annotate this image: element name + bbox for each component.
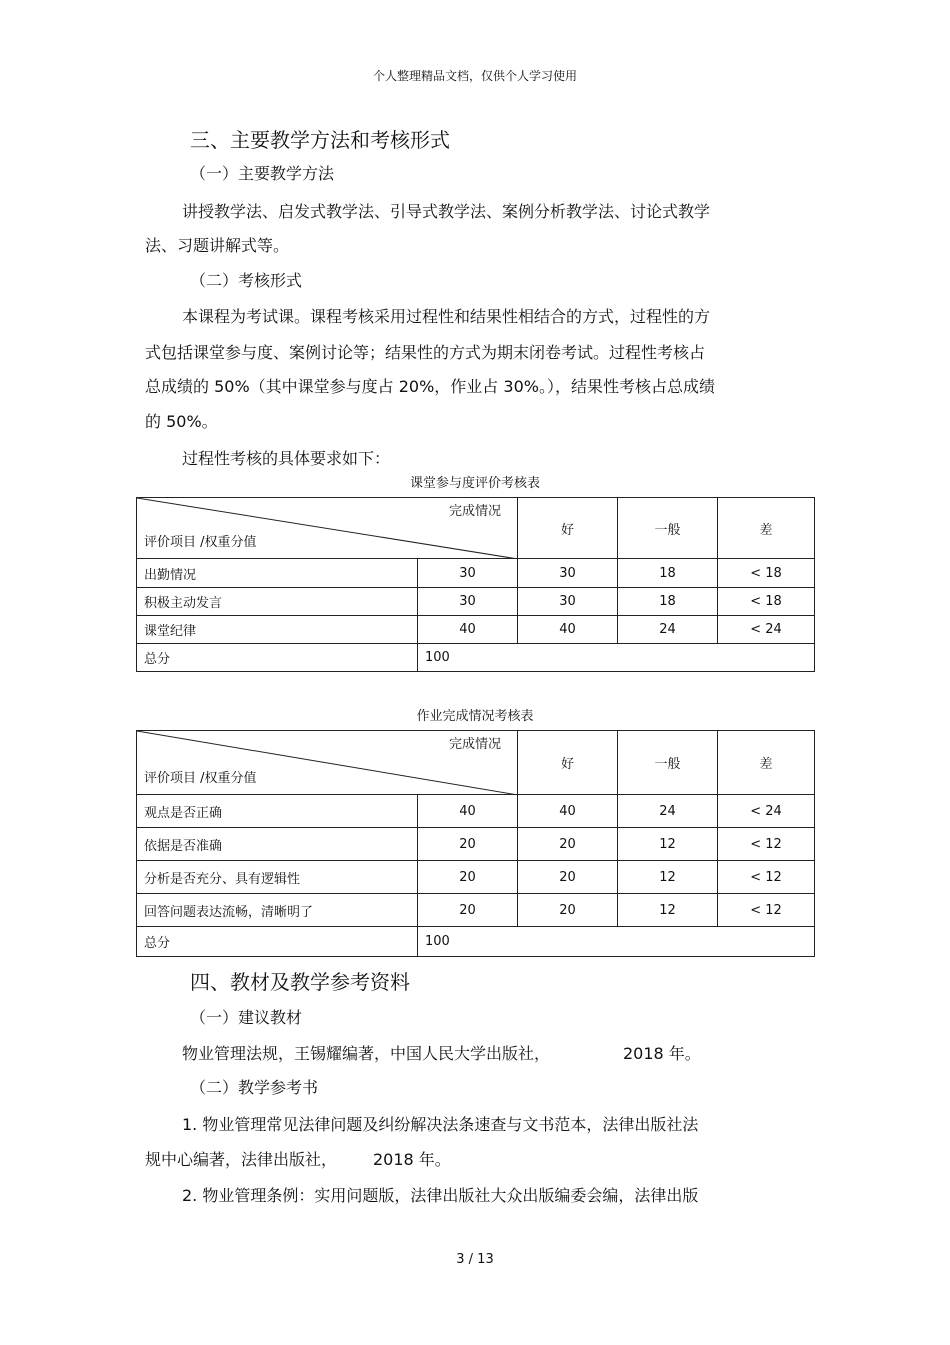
row-average: 12 bbox=[618, 894, 718, 927]
assess-line1: 本课程为考试课。课程考核采用过程性和结果性相结合的方式，过程性的方 bbox=[182, 307, 711, 326]
table-row bbox=[137, 861, 815, 894]
total-value: 100 bbox=[418, 644, 815, 672]
total-row bbox=[137, 644, 815, 672]
total-value: 100 bbox=[418, 927, 815, 957]
total-label: 总分 bbox=[137, 927, 418, 957]
total-row bbox=[137, 927, 815, 957]
row-poor: < 24 bbox=[718, 795, 815, 828]
assess-line2: 式包括课堂参与度、案例讨论等；结果性的方式为期末闭卷考试。过程性考核占 bbox=[145, 343, 706, 362]
row-average: 12 bbox=[618, 828, 718, 861]
table-row bbox=[137, 894, 815, 927]
row-good: 30 bbox=[518, 588, 618, 616]
table-row bbox=[137, 828, 815, 861]
header-good: 好 bbox=[518, 731, 618, 795]
section3-sub2: （二）考核形式 bbox=[190, 271, 303, 290]
row-poor: < 12 bbox=[718, 894, 815, 927]
row-weight: 40 bbox=[418, 616, 518, 644]
row-average: 12 bbox=[618, 861, 718, 894]
header-average: 一般 bbox=[618, 498, 718, 559]
table-row bbox=[137, 588, 815, 616]
assess-line4: 的 50%。 bbox=[145, 412, 218, 431]
row-good: 20 bbox=[518, 894, 618, 927]
table-row bbox=[137, 616, 815, 644]
row-weight: 20 bbox=[418, 894, 518, 927]
textbook: 物业管理法规，王锡耀编著，中国人民大学出版社， bbox=[182, 1044, 551, 1063]
section3-title: 三、主要教学方法和考核形式 bbox=[190, 128, 450, 152]
row-average: 18 bbox=[618, 588, 718, 616]
diag-top-label: 完成情况 bbox=[448, 737, 501, 752]
page-header: 个人整理精品文档，仅供个人学习使用 bbox=[372, 69, 577, 83]
row-weight: 30 bbox=[418, 559, 518, 588]
table-row bbox=[137, 559, 815, 588]
methods-line2: 法、习题讲解式等。 bbox=[145, 236, 290, 255]
page-number: 3 / 13 bbox=[456, 1252, 494, 1267]
methods-line1: 讲授教学法、启发式教学法、引导式教学法、案例分析教学法、讨论式教学 bbox=[182, 202, 711, 221]
row-item: 观点是否正确 bbox=[137, 795, 418, 828]
row-item: 依据是否准确 bbox=[137, 828, 418, 861]
row-poor: < 12 bbox=[718, 861, 815, 894]
row-good: 40 bbox=[518, 795, 618, 828]
section4-sub2: （二）教学参考书 bbox=[190, 1078, 319, 1097]
header-average: 一般 bbox=[618, 731, 718, 795]
row-average: 24 bbox=[618, 795, 718, 828]
requirements-intro: 过程性考核的具体要求如下： bbox=[182, 449, 391, 468]
textbook-year: 2018 年。 bbox=[623, 1044, 701, 1063]
row-weight: 40 bbox=[418, 795, 518, 828]
ref1-year: 2018 年。 bbox=[373, 1150, 451, 1169]
row-weight: 20 bbox=[418, 828, 518, 861]
row-poor: < 18 bbox=[718, 559, 815, 588]
header-poor: 差 bbox=[718, 498, 815, 559]
diagonal-header-cell bbox=[137, 731, 518, 795]
diag-top-label: 完成情况 bbox=[448, 504, 501, 519]
row-good: 20 bbox=[518, 828, 618, 861]
row-item: 回答问题表达流畅，清晰明了 bbox=[137, 894, 418, 927]
assess-line3: 总成绩的 50%（其中课堂参与度占 20%，作业占 30%。），结果性考核占总成绩 bbox=[145, 377, 715, 396]
row-item: 积极主动发言 bbox=[137, 588, 418, 616]
row-good: 20 bbox=[518, 861, 618, 894]
header-poor: 差 bbox=[718, 731, 815, 795]
row-poor: < 24 bbox=[718, 616, 815, 644]
total-label: 总分 bbox=[137, 644, 418, 672]
header-good: 好 bbox=[518, 498, 618, 559]
diag-bottom-label: 评价项目 /权重分值 bbox=[144, 535, 257, 550]
row-item: 出勤情况 bbox=[137, 559, 418, 588]
ref2-line1: 2. 物业管理条例：实用问题版，法律出版社大众出版编委会编，法律出版 bbox=[182, 1186, 699, 1205]
row-average: 24 bbox=[618, 616, 718, 644]
participation-table bbox=[136, 497, 815, 672]
ref1-line1: 1. 物业管理常见法律问题及纠纷解决法条速查与文书范本，法律出版社法 bbox=[182, 1115, 699, 1134]
row-poor: < 18 bbox=[718, 588, 815, 616]
ref1-line2: 规中心编著，法律出版社， bbox=[145, 1150, 338, 1169]
row-item: 课堂纪律 bbox=[137, 616, 418, 644]
row-item: 分析是否充分、具有逻辑性 bbox=[137, 861, 418, 894]
diag-bottom-label: 评价项目 /权重分值 bbox=[144, 771, 257, 786]
section4-title: 四、教材及教学参考资料 bbox=[190, 970, 410, 994]
row-weight: 20 bbox=[418, 861, 518, 894]
row-poor: < 12 bbox=[718, 828, 815, 861]
row-weight: 30 bbox=[418, 588, 518, 616]
section4-sub1: （一）建议教材 bbox=[190, 1008, 303, 1027]
diagonal-header-cell bbox=[137, 498, 518, 559]
section3-sub1: （一）主要教学方法 bbox=[190, 164, 335, 183]
table2-caption: 作业完成情况考核表 bbox=[416, 709, 534, 724]
row-good: 40 bbox=[518, 616, 618, 644]
table-row bbox=[137, 795, 815, 828]
table1-caption: 课堂参与度评价考核表 bbox=[409, 476, 540, 491]
homework-table bbox=[136, 730, 815, 957]
row-average: 18 bbox=[618, 559, 718, 588]
row-good: 30 bbox=[518, 559, 618, 588]
